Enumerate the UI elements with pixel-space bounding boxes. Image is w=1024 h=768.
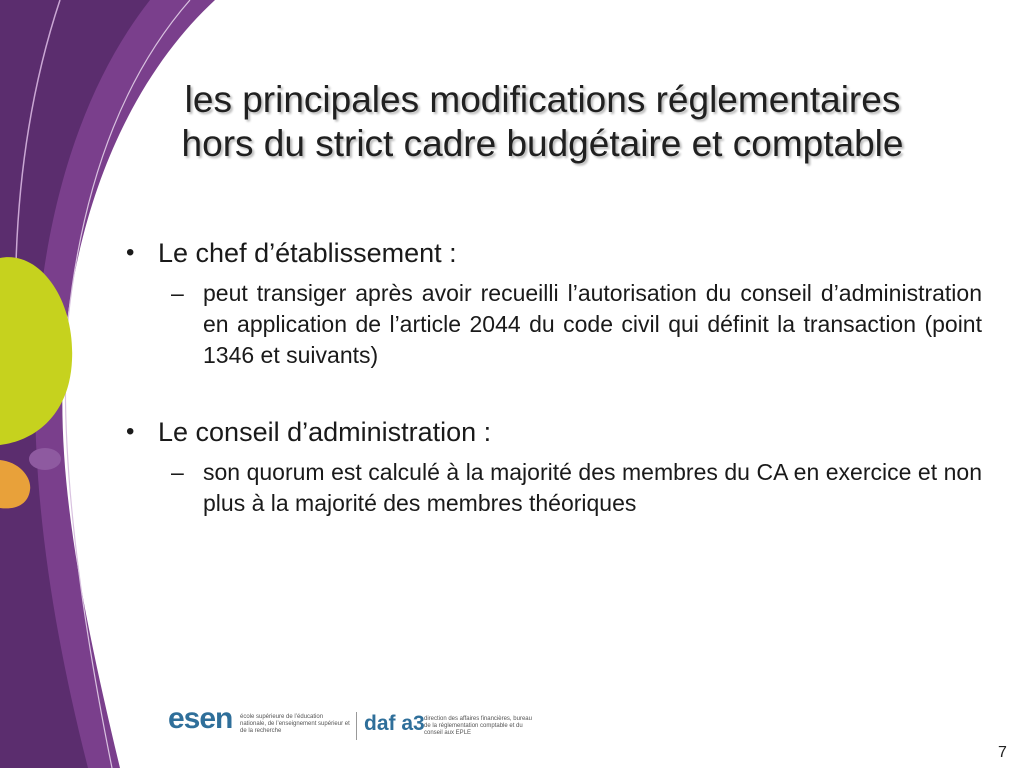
daf-a3-logo: daf a3	[364, 712, 425, 735]
esen-logo: esen	[168, 702, 233, 735]
dash-icon: –	[171, 459, 184, 485]
daf-a3-logo-text: direction des affaires financières, bureau de la réglementation comptable et du conseil aux EPLE	[424, 716, 532, 736]
sub-bullet-item	[171, 457, 982, 519]
page-number: 7	[998, 744, 1007, 761]
sub-bullet-text: peut transiger après avoir recueilli l’autorisation du conseil d’administration en application de l’article 2044 du code civil qui définit la transaction (point 1346 et suivants)	[203, 280, 982, 368]
esen-logo-text: école supérieure de l’éducation nationale, de l’enseignement supérieur et de la recherche	[240, 714, 350, 734]
bullet-dot-icon: •	[126, 418, 135, 445]
logo-divider	[356, 712, 357, 740]
bullet-item	[118, 234, 982, 272]
slide-title-line-1: les principales modifications réglementaires	[184, 79, 901, 120]
sub-bullet-text: son quorum est calculé à la majorité des membres du CA en exercice et non plus à la majorité des membres théoriques	[203, 459, 982, 516]
bullet-label: Le conseil d’administration :	[158, 417, 492, 447]
bullet-label: Le chef d’établissement :	[158, 238, 457, 268]
slide-title-line-2: hors du strict cadre budgétaire et comptable	[181, 123, 904, 164]
bullet-dot-icon: •	[126, 239, 135, 266]
slide-content	[118, 230, 982, 519]
bullet-item	[118, 413, 982, 451]
footer-logos	[168, 698, 532, 746]
slide-title	[95, 78, 990, 166]
dash-icon: –	[171, 280, 184, 306]
sub-bullet-item	[171, 278, 982, 371]
